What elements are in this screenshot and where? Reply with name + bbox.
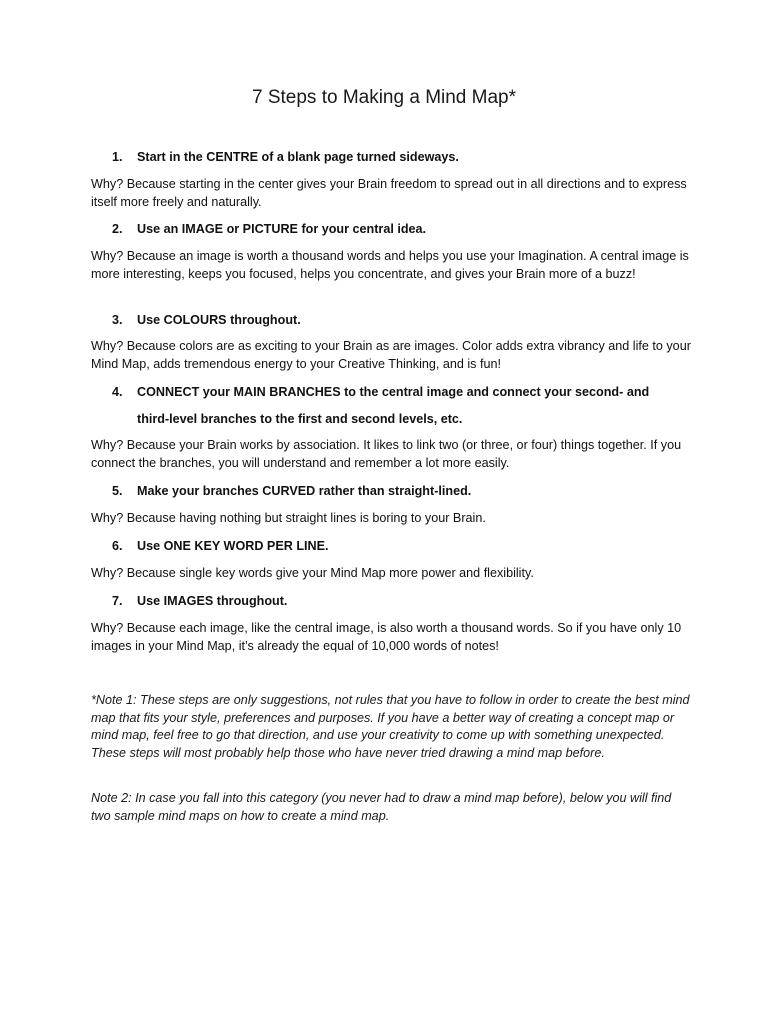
step-4-heading-continued: third-level branches to the first and second levels, etc. [137,412,463,426]
step-number: 1. [112,150,123,164]
step-heading-text: Use COLOURS throughout. [137,313,301,327]
step-heading-text: CONNECT your MAIN BRANCHES to the central image and connect your second- and [137,385,650,399]
step-number: 5. [112,484,123,498]
step-1-explanation: Why? Because starting in the center gives your Brain freedom to spread out in all directions and to express itself more freely and naturally. [91,177,687,209]
step-number: 4. [112,385,123,399]
note-2: Note 2: In case you fall into this category (you never had to draw a mind map before), below you will find two sample mind maps on how to create a mind map. [91,791,672,823]
page-title: 7 Steps to Making a Mind Map* [251,87,517,108]
step-4-explanation: Why? Because your Brain works by association. It likes to link two (or three, or four) things together. If you connect the branches, you will understand and remember a lot more easily. [91,438,682,470]
step-heading-text: Use an IMAGE or PICTURE for your central idea. [137,222,427,236]
step-7-heading [112,592,287,610]
step-number: 3. [112,313,123,327]
step-2-explanation: Why? Because an image is worth a thousand words and helps you use your Imagination. A central image is more interesting, keeps you focused, helps you concentrate, and gives your Brain more of a buzz! [91,249,689,281]
step-3-explanation: Why? Because colors are as exciting to your Brain as are images. Color adds extra vibrancy and life to your Mind Map, adds tremendous energy to your Creative Thinking, and is fun! [91,339,691,371]
step-1-heading [112,148,459,166]
step-number: 2. [112,222,123,236]
step-5-explanation: Why? Because having nothing but straight lines is boring to your Brain. [91,511,486,525]
step-5-heading [112,482,471,500]
step-number: 7. [112,594,123,608]
note-1: *Note 1: These steps are only suggestions, not rules that you have to follow in order to create the best mind map that fits your style, preferences and purposes. If you have a better way of creating a concept map or mind map, feel free to go that direction, and use your creativity to come up with something unexpected. These steps will most probably help those who have never tried drawing a mind map before. [91,693,690,760]
step-heading-text: Use ONE KEY WORD PER LINE. [137,539,329,553]
step-2-heading [112,220,426,238]
step-number: 6. [112,539,123,553]
step-3-heading [112,311,301,329]
step-4-heading [112,383,649,401]
step-heading-text: Use IMAGES throughout. [137,594,288,608]
step-6-explanation: Why? Because single key words give your Mind Map more power and flexibility. [91,566,534,580]
step-heading-text: Start in the CENTRE of a blank page turned sideways. [137,150,459,164]
step-heading-text: Make your branches CURVED rather than straight-lined. [137,484,472,498]
step-6-heading [112,537,329,555]
step-7-explanation: Why? Because each image, like the central image, is also worth a thousand words. So if you have only 10 images in your Mind Map, it’s already the equal of 10,000 words of notes! [91,621,682,653]
